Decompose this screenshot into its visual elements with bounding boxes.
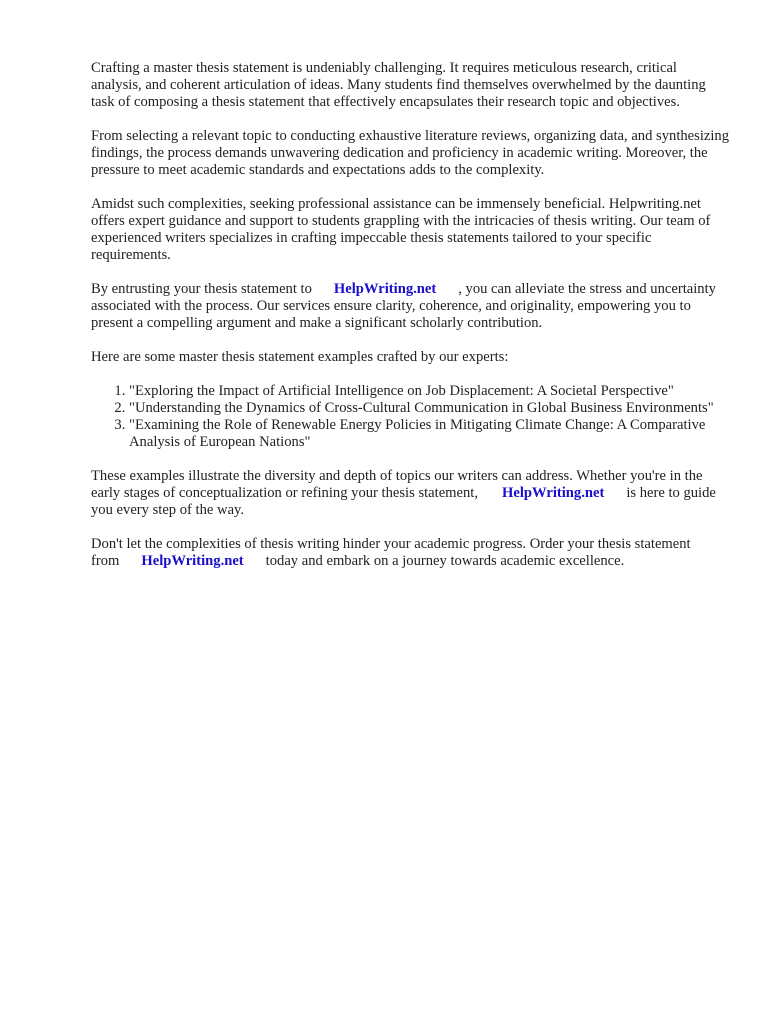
diversity-text-after: is here to guide you every step of the way. [91,485,716,518]
examples-list [91,383,731,451]
helpwriting-link-2[interactable]: HelpWriting.net [502,485,605,501]
list-item: 1. "Exploring the Impact of Artificial Intelligence on Job Displacement: A Societal Perspective" [129,383,731,400]
document-page [91,60,731,587]
diversity-paragraph [91,468,731,519]
closing-text-before: Don't let the complexities of thesis writing hinder your academic progress. Order your thesis statement from [91,536,691,569]
diversity-text-before: These examples illustrate the diversity and depth of topics our writers can address. Whether you're in the early stages of conceptualization or refining your thesis statement, [91,468,703,501]
list-item: 2. "Understanding the Dynamics of Cross-Cultural Communication in Global Business Environments" [129,400,731,417]
entrust-paragraph [91,281,731,332]
helpwriting-link-3[interactable]: HelpWriting.net [141,553,244,569]
entrust-text-after: , you can alleviate the stress and uncertainty associated with the process. Our services ensure clarity, coherence, and originality, empowering you to present a compelling argument and make a significant scholarly contribution. [91,281,716,331]
process-paragraph: From selecting a relevant topic to conducting exhaustive literature reviews, organizing data, and synthesizing findings, the process demands unwavering dedication and proficiency in academic writing. Moreover, the pressure to meet academic standards and expectations adds to the complexity. [91,128,730,178]
helpwriting-link-1[interactable]: HelpWriting.net [333,281,437,297]
intro-paragraph: Crafting a master thesis statement is undeniably challenging. It requires meticulous research, critical analysis, and coherent articulation of ideas. Many students find themselves overwhelmed by the daunting task of composing a thesis statement that effectively encapsulates their research topic and objectives. [91,60,706,110]
assistance-paragraph: Amidst such complexities, seeking professional assistance can be immensely beneficial. Helpwriting.net offers expert guidance and support to students grappling with the intricacies of thesis writing. Our team of experienced writers specializes in crafting impeccable thesis statements tailored to your specific requirements. [91,196,711,263]
closing-text-after: today and embark on a journey towards academic excellence. [265,553,625,569]
closing-paragraph [91,536,731,570]
examples-intro-paragraph: Here are some master thesis statement examples crafted by our experts: [91,349,509,365]
list-item: 3. "Examining the Role of Renewable Energy Policies in Mitigating Climate Change: A Comparative Analysis of European Nations" [129,417,731,451]
entrust-text-before: By entrusting your thesis statement to [91,281,312,297]
